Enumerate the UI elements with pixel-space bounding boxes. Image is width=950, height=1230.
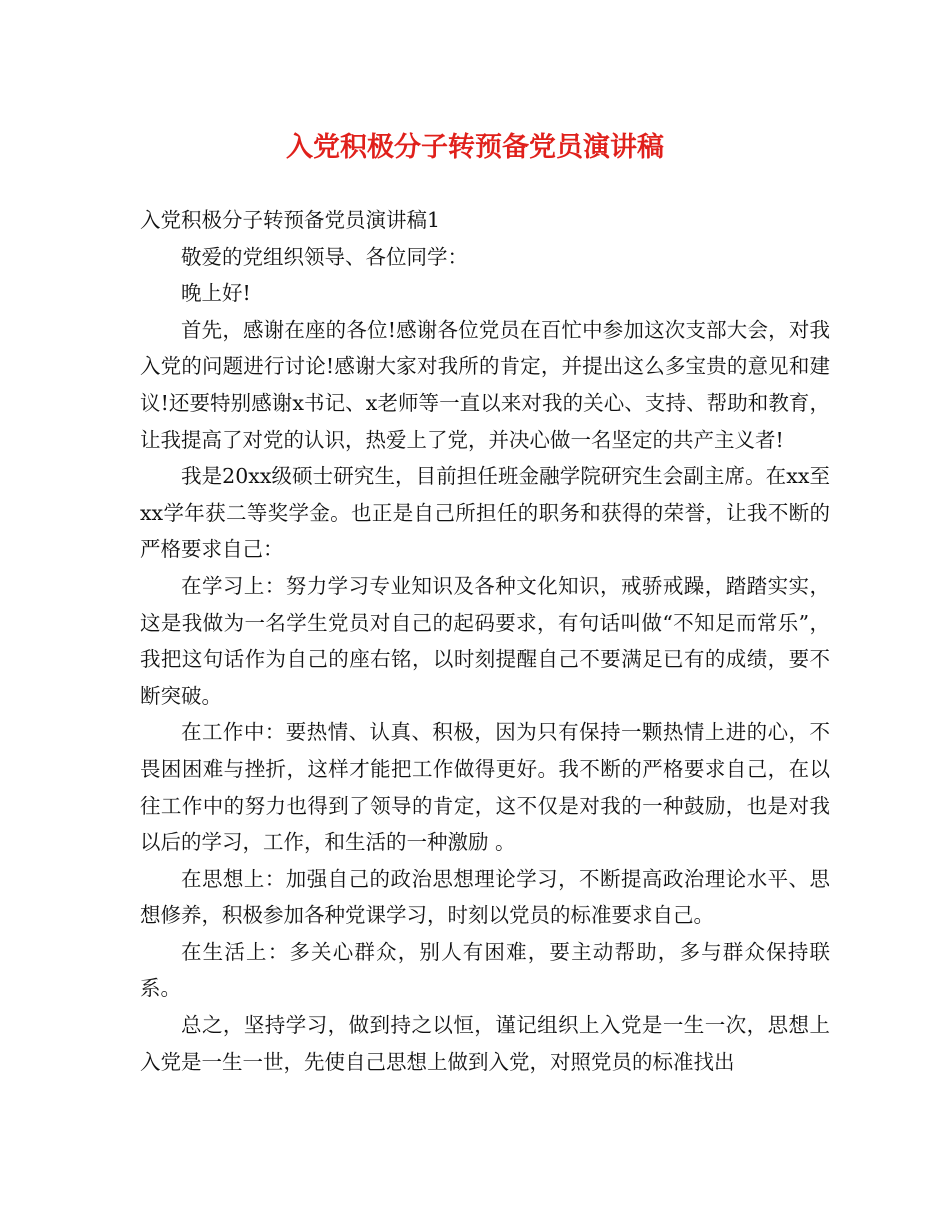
- salutation: 敬爱的党组织领导、各位同学：: [181, 244, 468, 269]
- paragraph-thought: 在思想上：加强自己的政治思想理论学习，不断提高政治理论水平、思想修养，积极参加各种党课学习，时刻以党员的标准要求自己。: [140, 866, 830, 928]
- document-body: [140, 202, 830, 1080]
- paragraph-study: 在学习上：努力学习专业知识及各种文化知识，戒骄戒躁，踏踏实实，这是我做为一名学生党员对自己的起码要求，有句话叫做“不知足而常乐”，我把这句话作为自己的座右铭，以时刻提醒自己不要满足已有的成绩，要不断突破。: [140, 573, 830, 708]
- paragraph-introduction: 我是20xx级硕士研究生，目前担任班金融学院研究生会副主席。在xx至xx学年获二等奖学金。也正是自己所担任的职务和获得的荣誉，让我不断的严格要求自己：: [140, 464, 830, 562]
- paragraph-life: 在生活上：多关心群众，别人有困难，要主动帮助，多与群众保持联系。: [140, 939, 830, 1001]
- paragraph-work: 在工作中：要热情、认真、积极，因为只有保持一颗热情上进的心，不畏困困难与挫折，这样才能把工作做得更好。我不断的严格要求自己，在以往工作中的努力也得到了领导的肯定，这不仅是对我的一种鼓励，也是对我以后的学习，工作，和生活的一种激励 。: [140, 720, 830, 855]
- greeting: 晚上好!: [181, 281, 251, 306]
- paragraph-thanks: 首先，感谢在座的各位!感谢各位党员在百忙中参加这次支部大会，对我入党的问题进行讨论!感谢大家对我所的肯定，并提出这么多宝贵的意见和建议!还要特别感谢x书记、x老师等一直以来对我的关心、支持、帮助和教育，让我提高了对党的认识，热爱上了党，并决心做一名坚定的共产主义者!: [140, 317, 830, 452]
- speech-heading: 入党积极分子转预备党员演讲稿1: [140, 208, 441, 232]
- paragraph-conclusion: 总之，坚持学习，做到持之以恒，谨记组织上入党是一生一次，思想上入党是一生一世，先使自己思想上做到入党，对照党员的标准找出: [140, 1013, 830, 1074]
- document-title: 入党积极分子转预备党员演讲稿: [286, 132, 664, 163]
